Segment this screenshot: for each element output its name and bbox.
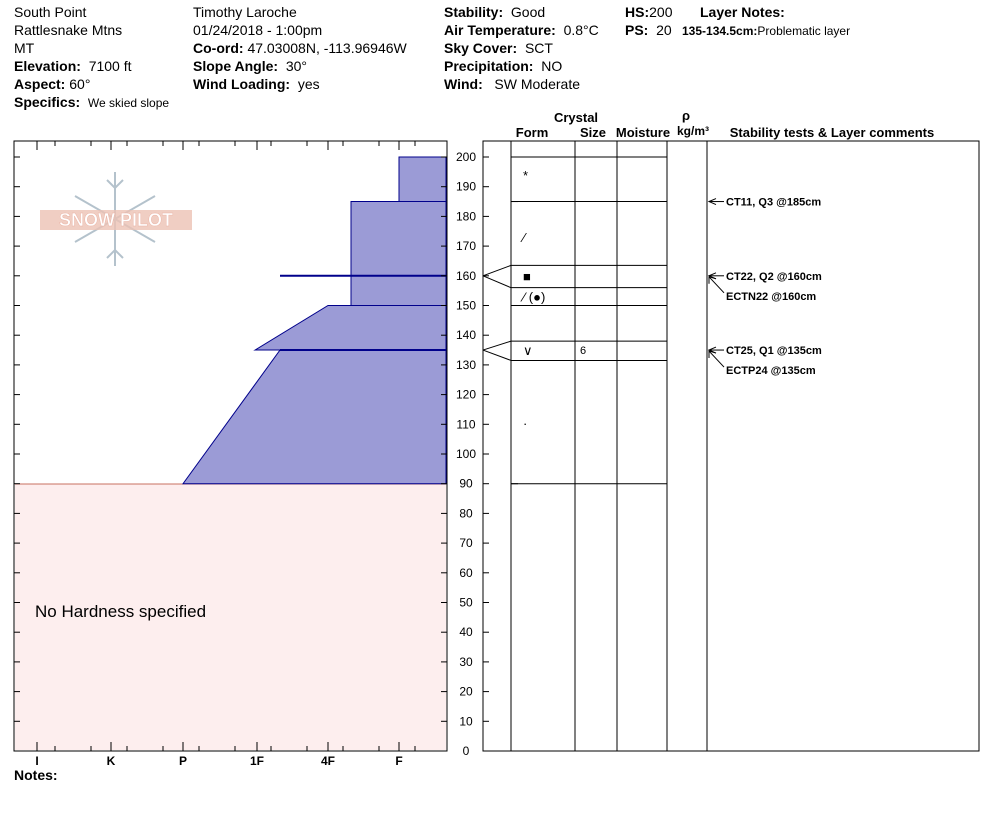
height-tick-label: 150 bbox=[455, 298, 477, 313]
crystal-form: ■ bbox=[523, 268, 531, 284]
height-tick-label: 70 bbox=[459, 536, 473, 551]
height-tick-label: 100 bbox=[455, 447, 477, 461]
header-moisture: Moisture bbox=[615, 125, 671, 140]
hardness-tick-label: P bbox=[178, 754, 188, 768]
height-tick-label: 60 bbox=[459, 565, 473, 580]
notes-label: Notes: bbox=[14, 767, 58, 783]
crystal-form: ∨ bbox=[523, 343, 533, 359]
sky-cover: Sky Cover: SCT bbox=[444, 40, 553, 56]
problem-pointer-bottom bbox=[483, 350, 511, 360]
height-tick-label: 80 bbox=[459, 506, 473, 521]
header-density-unit: kg/m³ bbox=[676, 124, 710, 138]
height-tick-label: 10 bbox=[459, 714, 473, 729]
hardness-tick-label: K bbox=[106, 754, 116, 768]
location-name: South Point bbox=[14, 4, 87, 20]
layer-table-frame bbox=[483, 141, 979, 751]
height-tick-label: 0 bbox=[462, 744, 470, 758]
height-tick-label: 50 bbox=[459, 595, 473, 610]
height-tick-label: 110 bbox=[456, 417, 476, 432]
height-tick-label: 30 bbox=[459, 654, 473, 669]
crystal-form: ⁄ (●) bbox=[523, 289, 546, 305]
height-tick-label: 200 bbox=[455, 150, 477, 164]
height-tick-label: 160 bbox=[455, 268, 477, 283]
layer-notes-label: Layer Notes: bbox=[700, 4, 785, 20]
height-axis bbox=[456, 150, 489, 758]
wind: Wind: SW Moderate bbox=[444, 76, 581, 92]
slope-angle: Slope Angle: 30° bbox=[193, 58, 307, 74]
header-stability-tests: Stability tests & Layer comments bbox=[729, 125, 935, 140]
crystal-form: * bbox=[523, 167, 529, 183]
hardness-tick-label: I bbox=[35, 754, 39, 768]
state: MT bbox=[14, 40, 35, 56]
header-size: Size bbox=[579, 125, 607, 140]
header-crystal: Crystal bbox=[553, 110, 599, 125]
snowpilot-logo bbox=[40, 172, 192, 266]
hardness-profile bbox=[183, 157, 446, 484]
height-tick-label: 130 bbox=[455, 357, 477, 372]
layer-rows bbox=[520, 168, 586, 431]
hardness-tick-label: F bbox=[395, 754, 403, 768]
stability-test-label: CT25, Q1 @135cm bbox=[726, 345, 822, 358]
precipitation: Precipitation: NO bbox=[444, 58, 563, 74]
air-temperature: Air Temperature: 0.8°C bbox=[444, 22, 599, 38]
header-form: Form bbox=[515, 125, 549, 140]
problem-pointer-top bbox=[483, 265, 511, 275]
hardness-tick-label: 4F bbox=[320, 754, 336, 768]
test-arrow-line bbox=[709, 277, 724, 293]
wind-loading: Wind Loading: yes bbox=[193, 76, 320, 92]
problem-pointer-bottom bbox=[483, 276, 511, 288]
mountain-range: Rattlesnake Mtns bbox=[14, 22, 123, 38]
ps: PS: 20 bbox=[625, 22, 672, 38]
stability-test-label: CT22, Q2 @160cm bbox=[726, 270, 822, 283]
hs: HS:200 bbox=[625, 4, 673, 20]
test-arrow-line bbox=[709, 351, 724, 367]
height-tick-label: 20 bbox=[459, 684, 473, 699]
stability: Stability: Good bbox=[444, 4, 546, 20]
height-tick-label: 170 bbox=[455, 239, 477, 254]
problem-pointer-top bbox=[483, 341, 511, 350]
height-tick-label: 40 bbox=[459, 625, 473, 640]
hardness-axis bbox=[35, 754, 402, 768]
hardness-tick-label: 1F bbox=[249, 754, 265, 768]
height-tick-label: 180 bbox=[455, 209, 477, 224]
observer: Timothy Laroche bbox=[193, 4, 297, 20]
crystal-size: 6 bbox=[580, 345, 587, 358]
stability-test-label: ECTN22 @160cm bbox=[726, 290, 817, 303]
height-tick-label: 120 bbox=[455, 387, 477, 402]
header-rho: ρ bbox=[681, 108, 691, 123]
crystal-form: · bbox=[523, 415, 528, 431]
stability-test-label: ECTP24 @135cm bbox=[726, 365, 816, 378]
height-tick-label: 90 bbox=[459, 476, 473, 491]
stability-test-label: CT11, Q3 @185cm bbox=[726, 196, 822, 209]
aspect: Aspect: 60° bbox=[14, 76, 91, 92]
stability-test-annotations bbox=[709, 197, 822, 377]
layer-note: 135-134.5cm:Problematic layer bbox=[682, 24, 851, 38]
no-hardness-text: No Hardness specified bbox=[35, 602, 207, 621]
coordinates: Co-ord: 47.03008N, -113.96946W bbox=[193, 40, 407, 56]
elevation: Elevation: 7100 ft bbox=[14, 58, 132, 74]
date-time: 01/24/2018 - 1:00pm bbox=[193, 22, 323, 38]
height-tick-label: 140 bbox=[455, 328, 477, 343]
specifics: Specifics: We skied slope bbox=[14, 94, 170, 110]
crystal-form: ⁄ bbox=[523, 230, 526, 246]
height-tick-label: 190 bbox=[455, 179, 477, 194]
logo-text: SNOW PILOT bbox=[59, 210, 173, 230]
